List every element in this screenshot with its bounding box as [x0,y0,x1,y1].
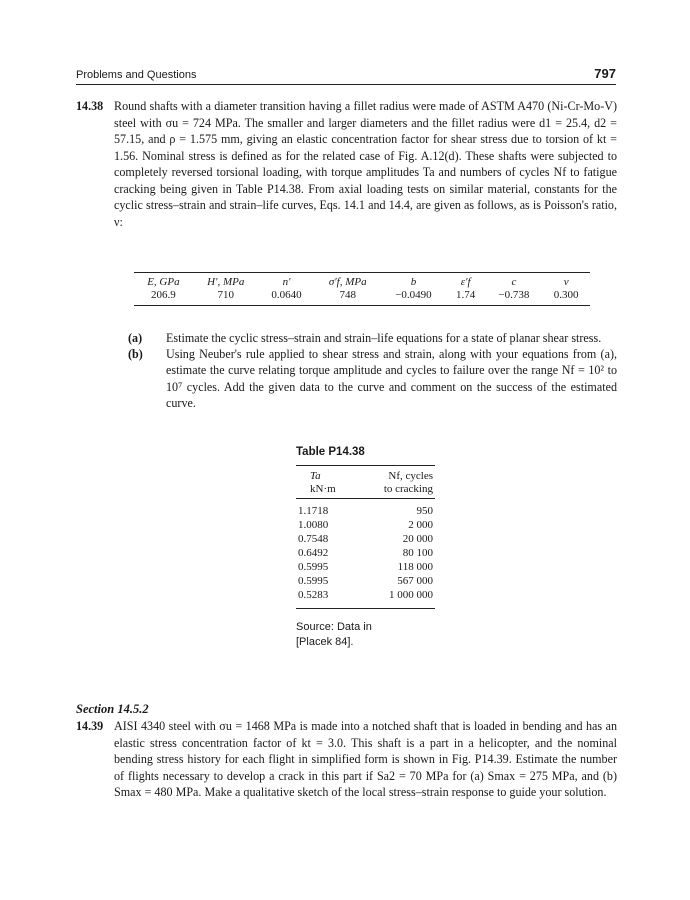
header-cell: c [511,276,517,288]
cycles-cell: 2 000 [408,519,433,531]
column-header-line: Nf, cycles [388,470,433,482]
table-row [296,574,435,588]
page-number: 797 [594,66,616,81]
part-label: (b) [128,347,143,362]
section-heading: Section 14.5.2 [76,702,149,716]
header-cell: n′ [282,276,291,288]
torque-cell: 0.6492 [298,547,329,559]
column-header-unit: to cracking [383,483,433,495]
column-header [357,466,435,499]
table-row [296,546,435,560]
table-source: Source: Data in [Placek 84]. [296,621,372,648]
torque-cell: 0.5995 [298,575,329,587]
problem-parts [114,330,617,411]
value-cell: 0.0640 [271,289,302,301]
column-header [296,466,357,499]
value-cell: 748 [339,289,356,301]
problem-14-39 [76,718,617,801]
torque-cycles-table [296,465,435,609]
problem-number: 14.38 [76,99,104,113]
value-cell: −0.0490 [395,289,432,301]
part-text: Using Neuber's rule applied to shear stress and strain, along with your equations from (a), estimate the curve relating torque amplitude and cycles to failure over the range Nf = 10² to 10⁷ cycles. Add the given data to the curve and comment on the success of the estimated curve. [166,347,617,410]
column-header-unit: kN·m [310,483,336,495]
value-cell: 1.74 [456,289,476,301]
value-cell: 710 [217,289,234,301]
table-header-row [296,466,435,499]
torque-cell: 0.5283 [298,589,329,601]
problem-14-38 [76,98,617,230]
header-cell: ν [563,276,569,288]
cycles-cell: 950 [416,505,433,517]
torque-cell: 0.5995 [298,561,329,573]
torque-cell: 0.7548 [298,533,329,545]
part-text: Estimate the cyclic stress–strain and strain–life equations for a state of planar shear stress. [166,331,602,345]
value-cell: 206.9 [151,289,176,301]
table-row [296,499,435,519]
cycles-cell: 20 000 [402,533,433,545]
part-a [114,330,617,346]
cycles-cell: 118 000 [397,561,433,573]
table-title: Table P14.38 [296,446,365,458]
constants-value-row [134,288,590,306]
table-row [296,532,435,546]
table-row [296,560,435,574]
table-row [296,518,435,532]
value-cell: −0.738 [498,289,530,301]
running-header [76,66,616,85]
cycles-cell: 567 000 [397,575,433,587]
cycles-cell: 1 000 000 [389,589,433,601]
section-title: Problems and Questions [76,69,197,81]
header-cell: ε′f [460,276,471,288]
part-label: (a) [128,331,143,345]
column-header-line: Ta [310,470,321,482]
header-cell: E, GPa [147,276,180,288]
value-cell: 0.300 [553,289,579,301]
constants-header-row [134,273,590,289]
table-row [296,588,435,609]
cycles-cell: 80 100 [402,547,433,559]
header-cell: H′, MPa [207,276,245,288]
problem-text: Round shafts with a diameter transition having a fillet radius were made of ASTM A470 (Ni-Cr-Mo-V) steel with σu = 724 MPa. The smaller and larger diameters and the fillet radius were d1 = 25.4, d2 = 57.15, and ρ = 1.575 mm, giving an elastic concentration factor for shear stress due to torsion of kt = 1.56. Nominal stress is defined as for the related case of Fig. A.12(d). These shafts were subjected to completely reversed torsional loading, with torque amplitudes Ta and numbers of cycles Nf to fatigue cracking being given in Table P14.38. From axial loading tests on similar material, constants for the cyclic stress–strain and strain–life curves, Eqs. 14.1 and 14.4, are given as follows, as is Poisson's ratio, ν: [114,99,617,229]
part-b [114,346,617,411]
constants-table [134,272,590,306]
torque-cell: 1.0080 [298,519,329,531]
header-cell: σ′f, MPa [328,276,367,288]
problem-text: AISI 4340 steel with σu = 1468 MPa is made into a notched shaft that is loaded in bending and has an elastic stress concentration factor of kt = 3.0. This shaft is a part in a helicopter, and the nominal bending stress history for each flight in simplified form is shown in Fig. P14.39. Estimate the number of flights necessary to develop a crack in this part if Sa2 = 70 MPa for (a) Smax = 275 MPa, and (b) Smax = 480 MPa. Make a qualitative sketch of the local stress–strain response to guide your solution. [114,719,617,799]
torque-cell: 1.1718 [298,505,329,517]
header-cell: b [410,276,417,288]
problem-number: 14.39 [76,719,104,733]
